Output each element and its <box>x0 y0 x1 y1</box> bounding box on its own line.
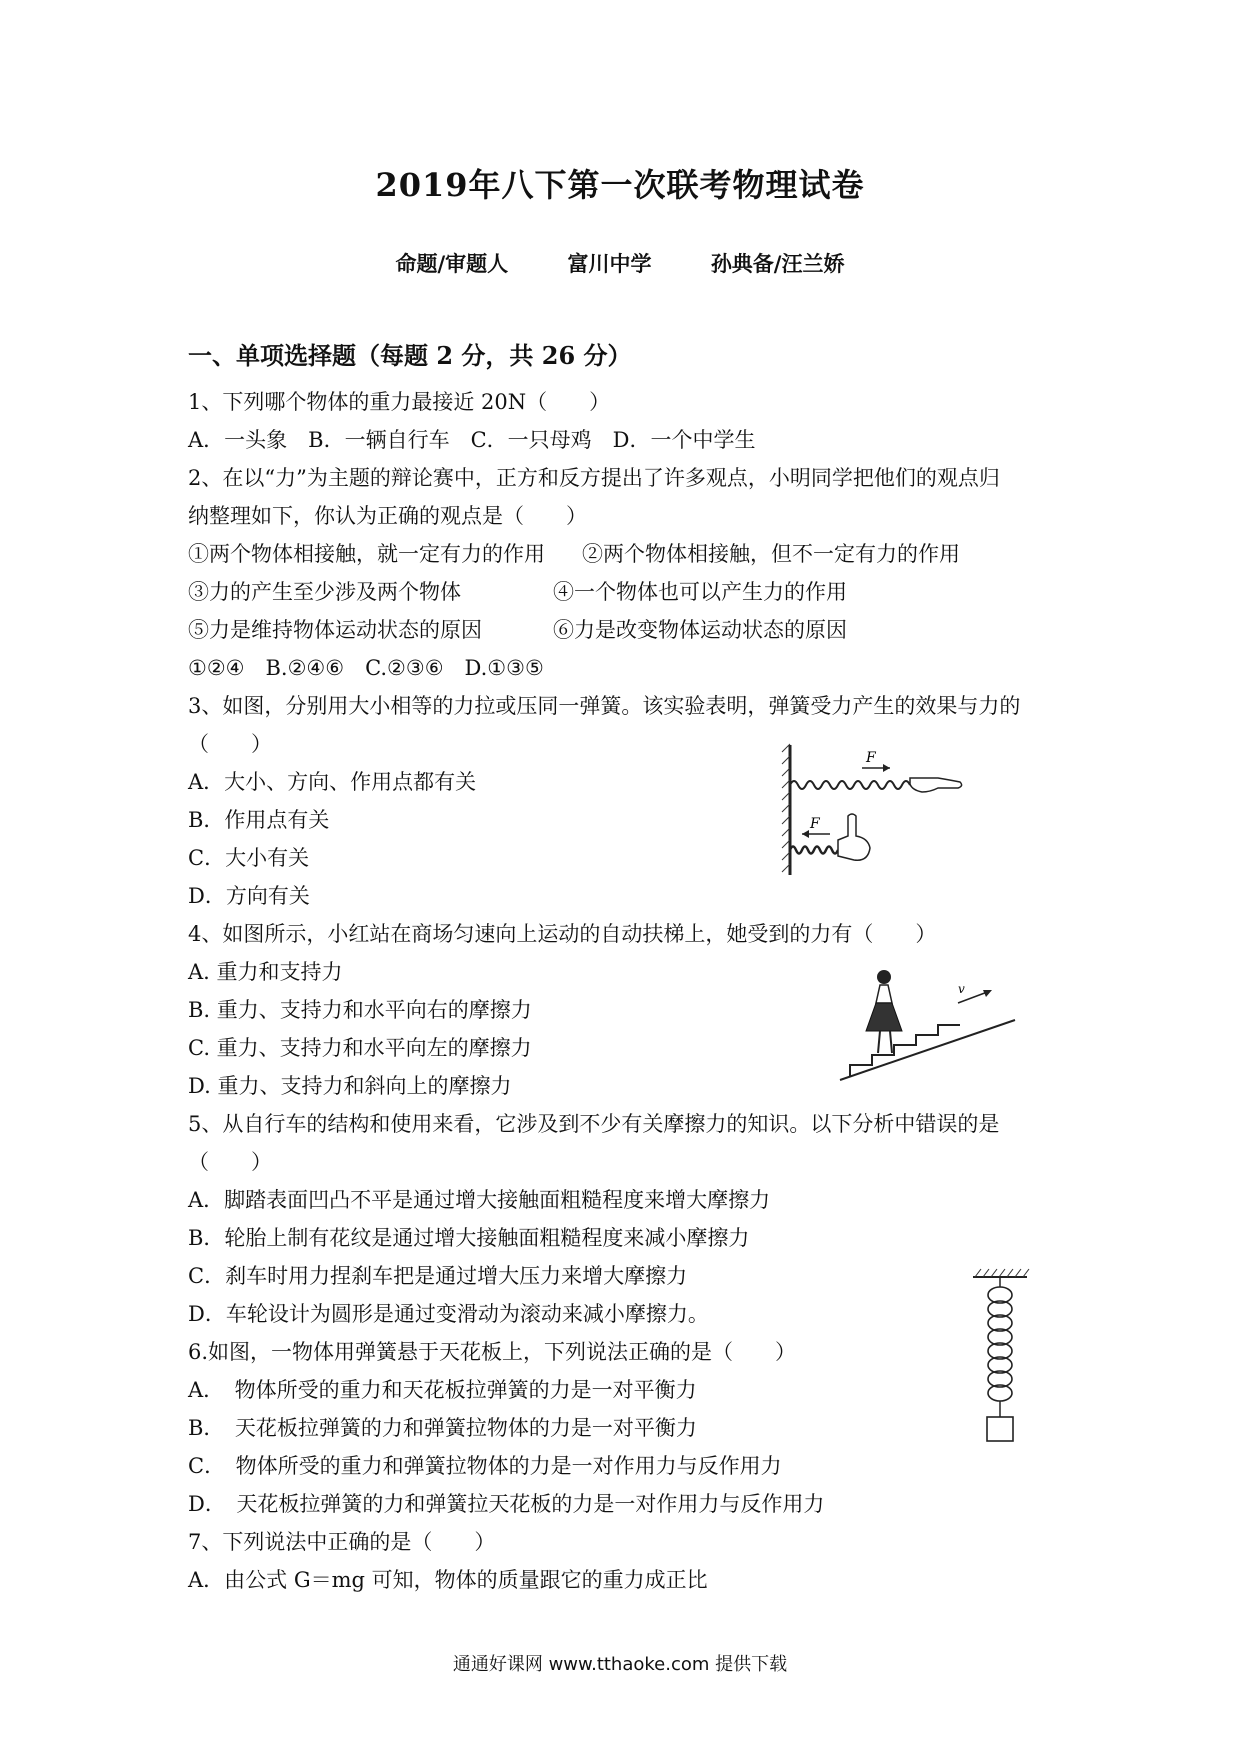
q7-option-a: A．由公式 G＝mg 可知，物体的质量跟它的重力成正比 <box>188 1568 708 1592</box>
page-title: 2019年八下第一次联考物理试卷 <box>375 166 865 204</box>
q6-option-c: C． 物体所受的重力和弹簧拉物体的力是一对作用力与反作用力 <box>188 1454 782 1478</box>
q3-option-a: A．大小、方向、作用点都有关 <box>188 770 477 794</box>
q2-stem-line1: 2、在以“力”为主题的辩论赛中，正方和反方提出了许多观点，小明同学把他们的观点归 <box>188 466 1000 490</box>
q4-option-d: D. 重力、支持力和斜向上的摩擦力 <box>188 1074 512 1098</box>
author-names: 孙典备/汪兰娇 <box>710 251 845 276</box>
q7-stem: 7、下列说法中正确的是（ ） <box>188 1530 496 1554</box>
footer-credit: 通通好课网 www.tthaoke.com 提供下载 <box>452 1654 788 1675</box>
q4-option-c: C. 重力、支持力和水平向左的摩擦力 <box>188 1036 532 1060</box>
q4-stem: 4、如图所示，小红站在商场匀速向上运动的自动扶梯上，她受到的力有（ ） <box>188 922 937 946</box>
q2-view-1: ①两个物体相接触，就一定有力的作用 <box>188 542 545 566</box>
escalator-figure <box>840 965 1020 1085</box>
q5-option-c: C．刹车时用力捏刹车把是通过增大压力来增大摩擦力 <box>188 1264 688 1288</box>
q5-option-a: A．脚踏表面凹凸不平是通过增大接触面粗糙程度来增大摩擦力 <box>188 1188 771 1212</box>
section-heading: 一、单项选择题（每题 2 分，共 26 分） <box>188 341 632 370</box>
q4-option-a: A. 重力和支持力 <box>188 960 343 984</box>
q2-view-4: ④一个物体也可以产生力的作用 <box>553 580 847 604</box>
q5-option-d: D．车轮设计为圆形是通过变滑动为滚动来减小摩擦力。 <box>188 1302 709 1326</box>
q3-stem-line1: 3、如图，分别用大小相等的力拉或压同一弹簧。该实验表明，弹簧受力产生的效果与力的 <box>188 694 1021 718</box>
q5-stem-line1: 5、从自行车的结构和使用来看，它涉及到不少有关摩擦力的知识。以下分析中错误的是 <box>188 1112 1000 1136</box>
q3-option-c: C．大小有关 <box>188 846 310 870</box>
q6-option-b: B． 天花板拉弹簧的力和弹簧拉物体的力是一对平衡力 <box>188 1416 697 1440</box>
q6-option-a: A． 物体所受的重力和天花板拉弹簧的力是一对平衡力 <box>188 1378 697 1402</box>
q6-option-d: D． 天花板拉弹簧的力和弹簧拉天花板的力是一对作用力与反作用力 <box>188 1492 825 1516</box>
q1-options: A．一头象 B．一辆自行车 C．一只母鸡 D．一个中学生 <box>188 428 756 452</box>
q3-option-b: B．作用点有关 <box>188 808 330 832</box>
hanging-spring-figure <box>965 1265 1035 1450</box>
q3-stem-line2: （ ） <box>188 732 272 756</box>
author-line <box>0 248 1240 278</box>
q5-stem-line2: （ ） <box>188 1150 272 1174</box>
q6-stem: 6.如图，一物体用弹簧悬于天花板上，下列说法正确的是（ ） <box>188 1340 797 1364</box>
q3-option-d: D．方向有关 <box>188 884 310 908</box>
spring-force-figure <box>780 740 980 880</box>
q2-view-6: ⑥力是改变物体运动状态的原因 <box>553 618 847 642</box>
q5-option-b: B．轮胎上制有花纹是通过增大接触面粗糙程度来减小摩擦力 <box>188 1226 750 1250</box>
q2-stem-line2: 纳整理如下，你认为正确的观点是（ ） <box>188 504 587 528</box>
q3-fig-label-bottom: F <box>810 816 820 832</box>
author-role: 命题/审题人 <box>395 251 509 276</box>
author-school: 富川中学 <box>567 251 652 276</box>
q1-stem: 1、下列哪个物体的重力最接近 20N（ ） <box>188 390 611 414</box>
q2-view-3: ③力的产生至少涉及两个物体 <box>188 580 461 604</box>
q3-fig-label-top: F <box>866 750 876 766</box>
q2-view-2: ②两个物体相接触，但不一定有力的作用 <box>582 542 960 566</box>
q4-option-b: B. 重力、支持力和水平向右的摩擦力 <box>188 998 532 1022</box>
q4-fig-label: v <box>958 982 965 996</box>
q2-options: ①②④ B.②④⑥ C.②③⑥ D.①③⑤ <box>188 656 544 680</box>
q2-view-5: ⑤力是维持物体运动状态的原因 <box>188 618 482 642</box>
